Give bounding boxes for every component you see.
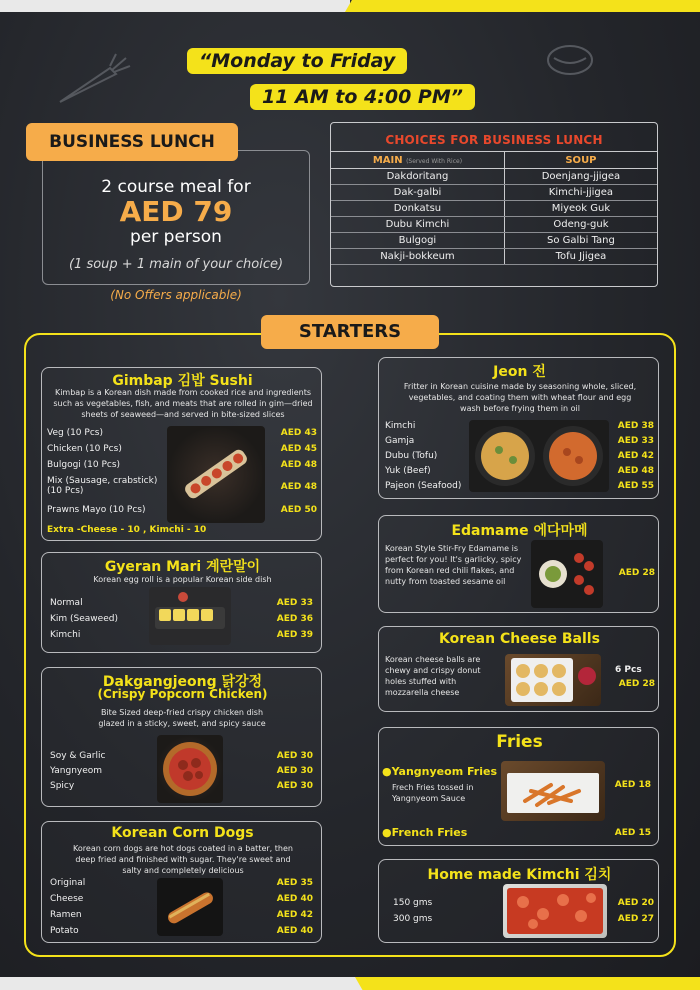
business-lunch-box [42,150,310,285]
list-item: Ramen AED 42 [50,910,313,920]
fries-item2: ●French Fries [382,826,468,839]
fries-card [378,727,659,846]
choices-box [330,122,658,287]
top-yellow-strip [345,0,700,12]
edamame-desc: Korean Style Stir-Fry Edamame is perfect for you! It's garlicky, spicy from Korean red chili flakes, and nutty from toasted sesame oil [385,544,522,586]
corndogs-desc: Korean corn dogs are hot dogs coated in a batter, then deep fried and finished with sugar. They're sweet and salty and completely delicious [73,844,293,875]
table-row: Donkatsu Miyeok Guk [331,201,657,217]
lunch-line3: per person [130,227,222,247]
kimchi-card [378,859,659,943]
list-item: Kim (Seaweed) AED 36 [50,614,313,624]
dakgang-desc: Bite Sized deep-fried crispy chicken dish glazed in a sticky, sweet, and spicy sauce [98,708,266,728]
list-item: Dubu (Tofu) AED 42 [385,451,654,461]
cheeseballs-photo [505,654,601,706]
cheeseballs-card [378,626,659,712]
list-item: Veg (10 Pcs) AED 43 [47,428,317,438]
fries-item1: ●Yangnyeom Fries [382,765,498,778]
list-item: Normal AED 33 [50,598,313,608]
top-white-strip [0,0,350,12]
table-row: Dak-galbi Kimchi-jjigea [331,185,657,201]
corndogs-title: Korean Corn Dogs [111,825,254,841]
hours-days: “Monday to Friday [187,48,407,74]
gyeran-card [41,552,322,653]
fries-item1-price: AED 18 [614,780,651,790]
list-item: 300 gms AED 27 [393,914,654,924]
choices-table [331,151,657,265]
carrot-doodle-icon [52,50,132,110]
gimbap-extra: Extra -Cheese - 10 , Kimchi - 10 [47,525,207,535]
corndogs-card [41,821,322,943]
edamame-card [378,515,659,613]
kimchi-photo [503,884,607,938]
list-item: Bulgogi (10 Pcs) AED 48 [47,460,317,470]
business-lunch-tag: BUSINESS LUNCH [26,123,238,161]
list-item: Yangnyeom AED 30 [50,766,313,776]
list-item: Mix (Sausage, crabstick) (10 Pcs) AED 48 [47,476,317,496]
dakgang-title: Dakgangjeong 닭강정 [102,674,263,690]
cheeseballs-price: AED 28 [618,679,655,689]
fries-title: Fries [496,732,543,752]
no-offers-note: (No Offers applicable) [110,288,242,302]
cheeseballs-pcs: 6 Pcs [615,665,642,675]
cheeseballs-title: Korean Cheese Balls [439,631,600,647]
list-item: Kimchi AED 39 [50,630,313,640]
edamame-title: Edamame 에다마메 [451,523,588,539]
dakgang-subtitle: (Crispy Popcorn Chicken) [97,687,268,701]
edamame-photo [531,540,603,608]
table-row: Bulgogi So Galbi Tang [331,233,657,249]
lunch-line4: (1 soup + 1 main of your choice) [68,257,284,272]
jeon-title: Jeon 전 [493,364,546,380]
list-item: Original AED 35 [50,878,313,888]
list-item: Cheese AED 40 [50,894,313,904]
hours-time: 11 AM to 4:00 PM” [250,84,475,110]
lunch-line1: 2 course meal for [101,177,251,197]
table-row: Dakdoritang Doenjang-jjigea [331,169,657,185]
gimbap-title: Gimbap 김밥 Sushi [112,373,253,389]
jeon-card [378,357,659,499]
bottom-yellow-strip [355,977,700,990]
fries-item1-desc: Frech Fries tossed in Yangnyeom Sauce [392,783,474,803]
list-item: Chicken (10 Pcs) AED 45 [47,444,317,454]
table-row: Dubu Kimchi Odeng-guk [331,217,657,233]
bowl-doodle-icon [540,38,600,83]
list-item: 150 gms AED 20 [393,898,654,908]
list-item: Pajeon (Seafood) AED 55 [385,481,654,491]
choices-title: CHOICES FOR BUSINESS LUNCH [385,133,603,147]
fries-photo [501,761,605,821]
gimbap-card [41,367,322,541]
list-item: Yuk (Beef) AED 48 [385,466,654,476]
main-header: MAIN (Served With Rice) [331,152,504,169]
edamame-price: AED 28 [618,568,655,578]
soup-header: SOUP [504,152,657,169]
dakgang-card [41,667,322,807]
kimchi-title: Home made Kimchi 김치 [427,867,612,883]
cheeseballs-desc: Korean cheese balls are chewy and crispy donut holes stuffed with mozzarella cheese [385,655,481,697]
list-item: Prawns Mayo (10 Pcs) AED 50 [47,505,317,515]
list-item: Spicy AED 30 [50,781,313,791]
lunch-price: AED 79 [119,195,233,228]
gyeran-desc: Korean egg roll is a popular Korean side dish [93,575,272,584]
fries-item2-price: AED 15 [614,828,651,838]
list-item: Gamja AED 33 [385,436,654,446]
starters-tag: STARTERS [261,315,439,349]
list-item: Kimchi AED 38 [385,421,654,431]
gyeran-title: Gyeran Mari 계란말이 [104,559,261,575]
gimbap-desc: Kimbap is a Korean dish made from cooked rice and ingredients such as vegetables, fish, and meats that are rolled in gim—dried sheets of seaweed—and served in bite-sized slices [53,388,313,419]
list-item: Soy & Garlic AED 30 [50,751,313,761]
jeon-desc: Fritter in Korean cuisine made by seasoning whole, sliced, vegetables, and coating them with wheat flour and egg wash before frying them in oil [403,382,637,413]
table-row: Nakji-bokkeum Tofu Jjigea [331,249,657,265]
list-item: Potato AED 40 [50,926,313,936]
